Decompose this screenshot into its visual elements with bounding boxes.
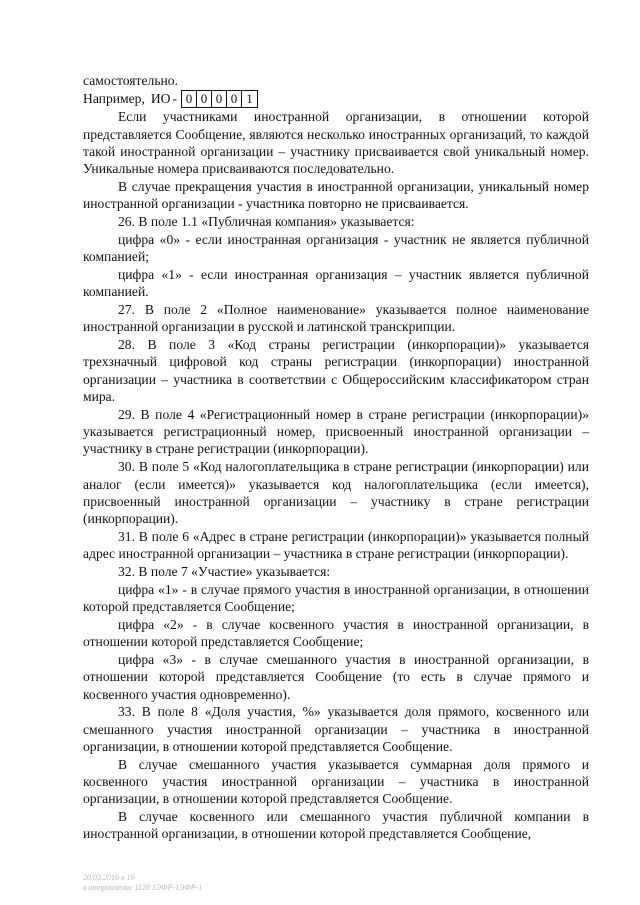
example-label: Например, [83, 91, 145, 107]
paragraph: 31. В поле 6 «Адрес в стране регистрации (инкорпорации)» указывается полный адрес иностранной организации – участника в стране регистрации (инкорпорации). [83, 528, 589, 562]
example-prefix: ИО [150, 91, 171, 107]
code-cell: 0 [212, 91, 227, 107]
paragraph: В случае косвенного или смешанного участия публичной компании в иностранной организации, в отношении которой представляется Сообщение, [83, 809, 589, 842]
paragraph: В случае смешанного участия указывается суммарная доля прямого и косвенного участия иностранной организации – участника в иностранной организации, в отношении которой представляется Сообщение. [83, 756, 589, 807]
paragraph: 32. В поле 7 «Участие» указывается: [118, 564, 331, 580]
page-footer [83, 873, 243, 893]
code-cell: 0 [197, 91, 212, 107]
footer-line: 20.03.2016 в 19 [83, 873, 135, 882]
paragraph: цифра «2» - в случае косвенного участия в иностранной организации, в отношении которой представляется Сообщение; [83, 616, 589, 650]
paragraph: цифра «3» - в случае смешанного участия в иностранной организации, в отношении которой представляется Сообщение (то есть в случае прямого и косвенного участия одновременно). [83, 652, 589, 702]
code-cell: 1 [246, 91, 253, 107]
paragraph: 28. В поле 3 «Код страны регистрации (инкорпорации)» указывается трехзначный цифровой код страны регистрации (инкорпорации) иностранной организации – участника в соответствии с Общероссийским классификатором стран мира. [83, 337, 589, 405]
paragraph: цифра «0» - если иностранная организация - участник не является публичной компанией; [83, 231, 589, 265]
footer-line: в отправление 1128 1ЭФР-1ЭФР-1 [83, 883, 203, 892]
document-page [83, 72, 589, 843]
paragraph: цифра «1» - если иностранная организация – участник является публичной компанией. [83, 266, 589, 300]
paragraph: 26. В поле 1.1 «Публичная компания» указывается: [118, 214, 415, 230]
text-line-top: самостоятельно. [83, 73, 178, 88]
paragraph: 33. В поле 8 «Доля участия, %» указывается доля прямого, косвенного или смешанного участия иностранной организации – участника в иностранной организации, в отношении которой представляется Сообщение. [83, 704, 589, 754]
paragraph: 27. В поле 2 «Полное наименование» указывается полное наименование иностранной организации в русской и латинской транскрипции. [83, 302, 589, 335]
example-line [83, 89, 589, 108]
example-code-cells [181, 90, 258, 108]
paragraph: В случае прекращения участия в иностранной организации, уникальный номер иностранной организации - участника повторно не присваивается. [83, 178, 589, 212]
code-cell: 0 [227, 91, 242, 107]
example-dash: - [172, 91, 178, 107]
paragraph: Если участниками иностранной организации, в отношении которой представляется Сообщение, являются несколько иностранных организаций, то каждой такой иностранной организации – участнику присваивается свой уникальный номер. Уникальные номера присваиваются последовательно. [83, 109, 589, 177]
paragraph: 29. В поле 4 «Регистрационный номер в стране регистрации (инкорпорации)» указывается регистрационный номер, присвоенный иностранной организации – участнику в стране регистрации (инкорпорации). [83, 406, 589, 457]
paragraph: 30. В поле 5 «Код налогоплательщика в стране регистрации (инкорпорации) или аналог (если имеется)» указывается код налогоплательщика (если имеется), присвоенный иностранной организации – участнику в стране регистрации (инкорпорации). [83, 459, 589, 527]
paragraph: цифра «1» - в случае прямого участия в иностранной организации, в отношении которой представляется Сообщение; [83, 581, 589, 615]
code-cell: 0 [182, 91, 197, 107]
